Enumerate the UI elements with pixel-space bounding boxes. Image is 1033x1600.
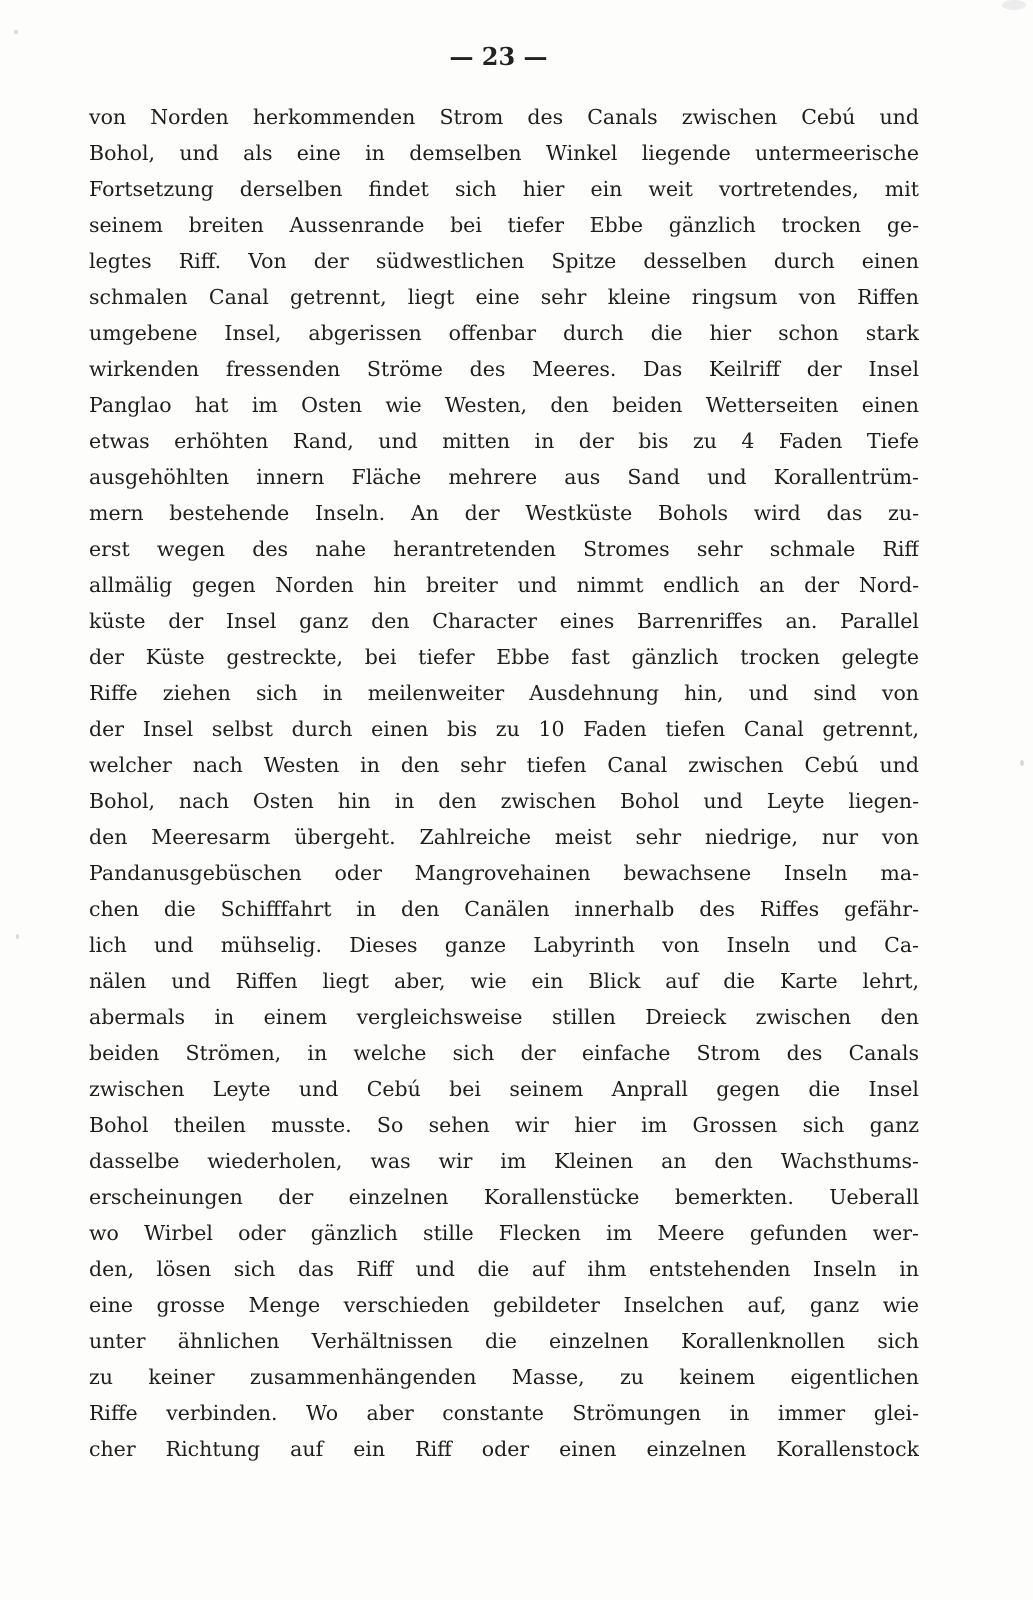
paper-speck (14, 30, 18, 34)
text-line: nälen und Riffen liegt aber, wie ein Blick auf die Karte lehrt, (89, 969, 919, 993)
text-line: Pandanusgebüschen oder Mangrovehainen bewachsene Inseln ma- (89, 861, 919, 885)
text-line: erst wegen des nahe herantretenden Stromes sehr schmale Riff (89, 537, 919, 561)
text-line: Riffe verbinden. Wo aber constante Strömungen in immer glei- (89, 1401, 919, 1425)
text-line: allmälig gegen Norden hin breiter und nimmt endlich an der Nord- (89, 573, 919, 597)
text-line: Fortsetzung derselben findet sich hier ein weit vortretendes, mit (89, 177, 919, 201)
text-line: Bohol, und als eine in demselben Winkel liegende untermeerische (89, 141, 919, 165)
text-line: zu keiner zusammenhängenden Masse, zu keinem eigentlichen (89, 1365, 919, 1389)
page-number: — 23 — (449, 42, 548, 71)
text-line: zwischen Leyte und Cebú bei seinem Anprall gegen die Insel (89, 1077, 919, 1101)
paper-speck (1002, 0, 1026, 10)
text-line: wirkenden fressenden Ströme des Meeres. Das Keilriff der Insel (89, 357, 919, 381)
text-line: küste der Insel ganz den Character eines Barrenriffes an. Parallel (89, 609, 919, 633)
text-line: beiden Strömen, in welche sich der einfache Strom des Canals (89, 1041, 919, 1065)
text-line: lich und mühselig. Dieses ganze Labyrinth von Inseln und Ca- (89, 933, 919, 957)
text-line: cher Richtung auf ein Riff oder einen einzelnen Korallenstock (89, 1437, 919, 1461)
text-line: wo Wirbel oder gänzlich stille Flecken im Meere gefunden wer- (89, 1221, 919, 1245)
text-line: seinem breiten Aussenrande bei tiefer Ebbe gänzlich trocken ge- (89, 213, 919, 237)
text-line: Bohol, nach Osten hin in den zwischen Bohol und Leyte liegen- (89, 789, 919, 813)
text-line: Panglao hat im Osten wie Westen, den beiden Wetterseiten einen (89, 393, 919, 417)
paper-speck (16, 934, 19, 939)
text-line: der Küste gestreckte, bei tiefer Ebbe fast gänzlich trocken gelegte (89, 645, 919, 669)
text-line: unter ähnlichen Verhältnissen die einzelnen Korallenknollen sich (89, 1329, 919, 1353)
text-line: eine grosse Menge verschieden gebildeter Inselchen auf, ganz wie (89, 1293, 919, 1317)
body-text (89, 99, 919, 1467)
text-line: von Norden herkommenden Strom des Canals zwischen Cebú und (89, 105, 919, 129)
paper-speck (1020, 760, 1024, 766)
text-line: den Meeresarm übergeht. Zahlreiche meist sehr niedrige, nur von (89, 825, 919, 849)
text-line: erscheinungen der einzelnen Korallenstücke bemerkten. Ueberall (89, 1185, 919, 1209)
text-line: welcher nach Westen in den sehr tiefen Canal zwischen Cebú und (89, 753, 919, 777)
text-line: den, lösen sich das Riff und die auf ihm entstehenden Inseln in (89, 1257, 919, 1281)
text-line: abermals in einem vergleichsweise stillen Dreieck zwischen den (89, 1005, 919, 1029)
text-line: umgebene Insel, abgerissen offenbar durch die hier schon stark (89, 321, 919, 345)
text-line: ausgehöhlten innern Fläche mehrere aus Sand und Korallentrüm- (89, 465, 919, 489)
text-line: Bohol theilen musste. So sehen wir hier im Grossen sich ganz (89, 1113, 919, 1137)
text-line: schmalen Canal getrennt, liegt eine sehr kleine ringsum von Riffen (89, 285, 919, 309)
text-line: der Insel selbst durch einen bis zu 10 Faden tiefen Canal getrennt, (89, 717, 919, 741)
text-line: Riffe ziehen sich in meilenweiter Ausdehnung hin, und sind von (89, 681, 919, 705)
text-line: mern bestehende Inseln. An der Westküste Bohols wird das zu- (89, 501, 919, 525)
text-line: chen die Schifffahrt in den Canälen innerhalb des Riffes gefähr- (89, 897, 919, 921)
text-line: etwas erhöhten Rand, und mitten in der bis zu 4 Faden Tiefe (89, 429, 919, 453)
text-line: legtes Riff. Von der südwestlichen Spitze desselben durch einen (89, 249, 919, 273)
text-line: dasselbe wiederholen, was wir im Kleinen an den Wachsthums- (89, 1149, 919, 1173)
